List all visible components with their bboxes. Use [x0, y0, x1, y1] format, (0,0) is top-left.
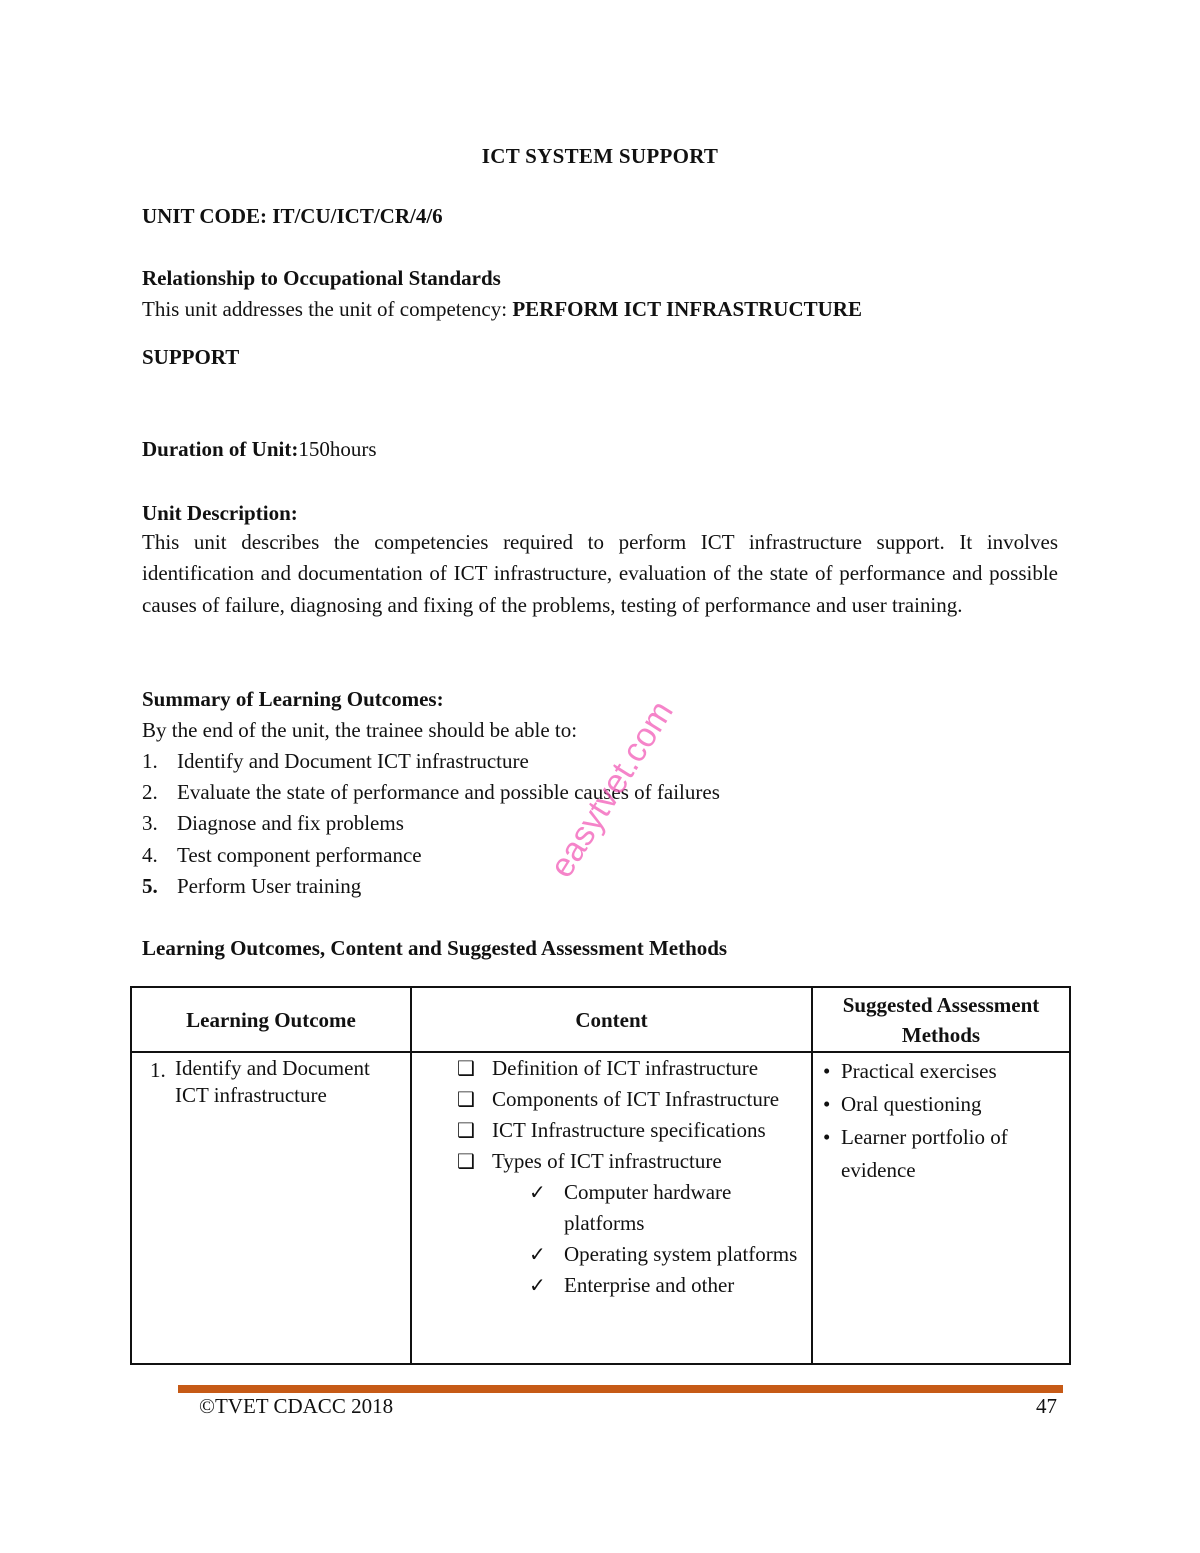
bullet-icon: •	[823, 1125, 831, 1149]
description-text: This unit describes the competencies required to perform ICT infrastructure support. It involves identification and documentation of ICT infrastructure, evaluation of the state of performance and possible causes of failure, diagnosing and fixing of the problems, testing of performance and user training.	[142, 530, 1058, 617]
checkmark-icon: ✓	[529, 1242, 546, 1266]
duration	[142, 436, 377, 462]
unit-code: UNIT CODE: IT/CU/ICT/CR/4/6	[142, 204, 443, 228]
assessment-item	[823, 1121, 1065, 1187]
list-text: Evaluate the state of performance and possible causes of failures	[177, 780, 720, 805]
checkbox-icon: ❑	[457, 1149, 475, 1173]
footer-bar	[178, 1385, 1063, 1393]
summary-intro: By the end of the unit, the trainee should be able to:	[142, 718, 578, 742]
header-assessment-methods: Suggested Assessment Methods	[812, 987, 1070, 1052]
list-text: Perform User training	[177, 873, 362, 898]
list-item	[142, 810, 720, 841]
outcome-text: Identify and Document ICT infrastructure	[175, 1056, 370, 1107]
list-number: 1.	[142, 749, 158, 773]
assessment-text: Learner portfolio of evidence	[841, 1125, 1008, 1182]
assessment-item	[823, 1088, 1065, 1121]
content-subtext: Operating system platforms	[564, 1242, 798, 1266]
table-heading: Learning Outcomes, Content and Suggested Assessment Methods	[142, 936, 728, 960]
summary-heading: Summary of Learning Outcomes:	[142, 687, 444, 711]
checkmark-icon: ✓	[529, 1180, 546, 1204]
content-subtext: Computer hardware platforms	[564, 1180, 732, 1235]
content-subtext: Enterprise and other	[564, 1273, 735, 1297]
list-item	[142, 873, 720, 904]
assessment-text: Practical exercises	[841, 1059, 997, 1083]
list-text: Test component performance	[177, 842, 422, 867]
duration-label: Duration of Unit:	[142, 437, 299, 461]
outcomes-table	[130, 986, 1071, 1365]
document-title: ICT SYSTEM SUPPORT	[481, 144, 719, 168]
content-item	[457, 1084, 803, 1115]
duration-value: 150hours	[298, 437, 377, 461]
bullet-icon: •	[823, 1092, 831, 1116]
header-learning-outcome: Learning Outcome	[131, 987, 411, 1052]
list-text: Diagnose and fix problems	[177, 811, 404, 836]
outcome-cell	[131, 1052, 411, 1364]
relationship-text	[142, 296, 862, 322]
header-content: Content	[411, 987, 812, 1052]
content-text: ICT Infrastructure specifications	[492, 1118, 766, 1142]
checkbox-icon: ❑	[457, 1087, 475, 1111]
content-subitem	[529, 1239, 803, 1270]
checkbox-icon: ❑	[457, 1118, 475, 1142]
assessment-text: Oral questioning	[841, 1092, 982, 1116]
content-item	[457, 1146, 803, 1177]
content-text: Definition of ICT infrastructure	[492, 1056, 759, 1080]
checkbox-icon: ❑	[457, 1056, 475, 1080]
bullet-icon: •	[823, 1059, 831, 1083]
list-text: Identify and Document ICT infrastructure	[177, 749, 529, 773]
content-item	[457, 1053, 803, 1084]
content-item	[457, 1115, 803, 1146]
content-text: Components of ICT Infrastructure	[492, 1087, 780, 1111]
content-subitem	[529, 1177, 803, 1239]
watermark: easytvet.com	[542, 694, 681, 885]
list-item	[142, 842, 720, 873]
description-heading: Unit Description:	[142, 501, 298, 525]
list-number: 2.	[142, 780, 158, 805]
table-header-row	[131, 987, 1070, 1052]
competency-name-continued: SUPPORT	[142, 345, 240, 369]
relationship-heading: Relationship to Occupational Standards	[142, 266, 501, 290]
competency-name: PERFORM ICT INFRASTRUCTURE	[512, 297, 862, 321]
list-number: 5.	[142, 873, 158, 898]
page-number: 47	[1036, 1394, 1057, 1418]
relationship-intro: This unit addresses the unit of competency:	[142, 297, 513, 321]
footer-copyright: ©TVET CDACC 2018	[199, 1394, 394, 1418]
content-text: Types of ICT infrastructure	[492, 1149, 722, 1173]
outcome-number: 1.	[150, 1058, 166, 1082]
content-subitem	[529, 1270, 803, 1301]
content-cell	[411, 1052, 812, 1364]
list-number: 4.	[142, 842, 158, 867]
checkmark-icon: ✓	[529, 1273, 546, 1297]
list-number: 3.	[142, 811, 158, 836]
table-row	[131, 1052, 1070, 1364]
assessment-item	[823, 1055, 1065, 1088]
assessment-cell	[812, 1052, 1070, 1364]
